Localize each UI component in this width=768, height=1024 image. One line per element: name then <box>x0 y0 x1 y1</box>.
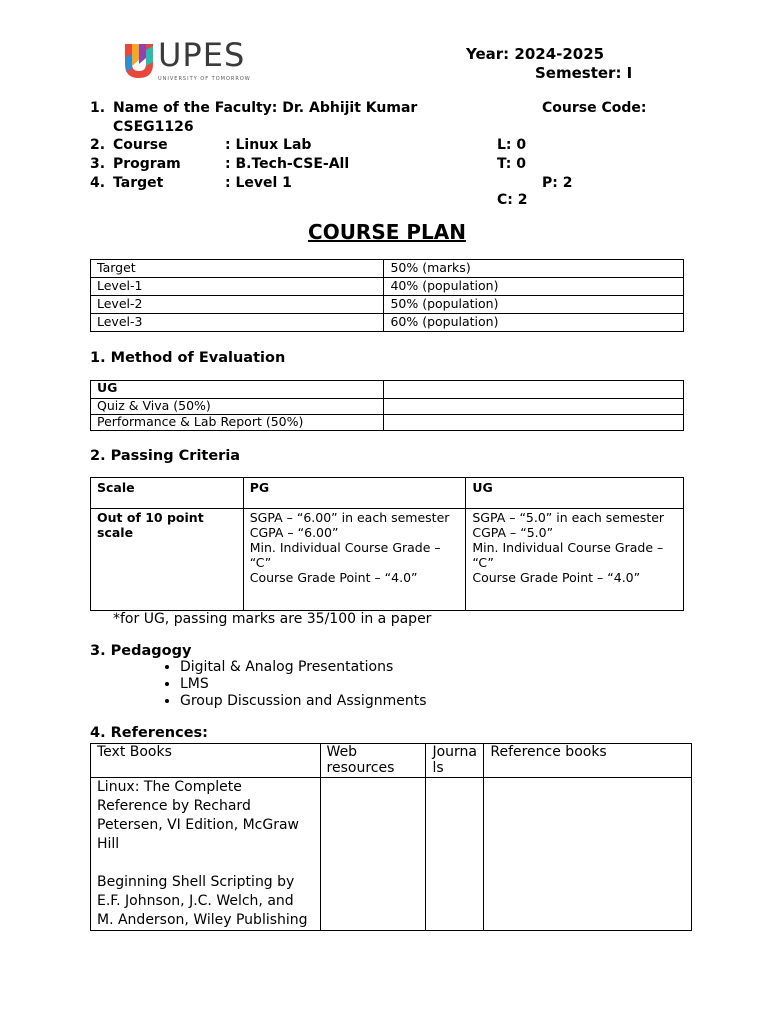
table-cell: UG <box>91 381 384 399</box>
table-cell <box>383 415 683 431</box>
table-cell <box>383 399 683 415</box>
course-value: : Linux Lab <box>225 137 312 153</box>
passing-heading: 2. Passing Criteria <box>90 448 241 464</box>
table-cell: Scale <box>91 478 244 509</box>
table-row <box>91 399 684 415</box>
table-row <box>91 415 684 431</box>
table-cell: 60% (population) <box>384 314 684 332</box>
pedagogy-list <box>154 659 426 710</box>
ug-line: Course Grade Point – “4.0” <box>472 570 641 585</box>
passing-note: *for UG, passing marks are 35/100 in a paper <box>113 611 432 627</box>
page-title: COURSE PLAN <box>308 220 466 244</box>
table-cell: Journals <box>426 744 484 778</box>
table-cell: Quiz & Viva (50%) <box>91 399 384 415</box>
info-number-3: 3. <box>90 156 106 172</box>
course-code: CSEG1126 <box>113 119 194 135</box>
text-book: Beginning Shell Scripting by E.F. Johnson, J.C. Welch, and M. Anderson, Wiley Publishing <box>97 874 308 928</box>
table-row <box>91 478 684 509</box>
table-cell: Web resources <box>320 744 426 778</box>
table-cell: Text Books <box>91 744 321 778</box>
year-label: Year: 2024-2025 <box>466 45 605 63</box>
program-value: : B.Tech-CSE-All <box>225 156 350 172</box>
list-item: • Digital & Analog Presentations <box>180 659 426 676</box>
table-cell: 50% (population) <box>384 296 684 314</box>
pg-line: CGPA – “6.00” <box>249 525 339 540</box>
credits: C: 2 <box>497 192 528 208</box>
course-label: Course <box>113 137 168 153</box>
ug-line: SGPA – “5.0” in each semester <box>472 510 665 525</box>
practical-hours: P: 2 <box>542 175 573 191</box>
logo-text: UPES <box>158 36 246 74</box>
table-cell: 50% (marks) <box>384 260 684 278</box>
table-cell <box>243 509 466 611</box>
table-row <box>91 296 684 314</box>
ug-line: CGPA – “5.0” <box>472 525 554 540</box>
info-number-1: 1. <box>90 100 106 116</box>
table-row <box>91 314 684 332</box>
table-cell <box>426 778 484 931</box>
table-row <box>91 381 684 399</box>
table-cell <box>383 381 683 399</box>
upes-logo-icon <box>122 40 156 82</box>
table-row <box>91 744 692 778</box>
table-cell <box>484 778 692 931</box>
table-row <box>91 260 684 278</box>
semester-label: Semester: I <box>535 64 633 82</box>
target-table <box>90 259 684 332</box>
program-label: Program <box>113 156 181 172</box>
list-item: • LMS <box>180 676 426 693</box>
references-heading: 4. References: <box>90 725 208 741</box>
table-cell: Target <box>91 260 384 278</box>
evaluation-heading: 1. Method of Evaluation <box>90 350 286 366</box>
table-cell: 40% (population) <box>384 278 684 296</box>
table-cell <box>91 778 321 931</box>
list-item: • Group Discussion and Assignments <box>180 693 426 710</box>
references-table <box>90 743 692 931</box>
table-cell: Level-2 <box>91 296 384 314</box>
upes-logo <box>122 36 252 86</box>
passing-table <box>90 477 684 611</box>
ug-line: Min. Individual Course Grade – “C” <box>472 540 664 570</box>
tutorial-hours: T: 0 <box>497 156 526 172</box>
lecture-hours: L: 0 <box>497 137 527 153</box>
table-cell: UG <box>466 478 684 509</box>
info-number-4: 4. <box>90 175 106 191</box>
course-code-label: Course Code: <box>542 100 647 116</box>
table-row <box>91 278 684 296</box>
faculty-name: Name of the Faculty: Dr. Abhijit Kumar <box>113 100 418 116</box>
table-cell <box>466 509 684 611</box>
table-cell: Level-1 <box>91 278 384 296</box>
pg-line: Min. Individual Course Grade – “C” <box>249 540 441 570</box>
pg-line: SGPA – “6.00” in each semester <box>249 510 450 525</box>
table-cell: Reference books <box>484 744 692 778</box>
logo-tagline: UNIVERSITY OF TOMORROW <box>158 76 251 82</box>
pg-line: Course Grade Point – “4.0” <box>249 570 418 585</box>
table-row <box>91 509 684 611</box>
text-book: Linux: The Complete Reference by Rechard Petersen, VI Edition, McGraw Hill <box>97 779 300 852</box>
table-cell: Level-3 <box>91 314 384 332</box>
table-cell: PG <box>243 478 466 509</box>
evaluation-table <box>90 380 684 431</box>
table-cell <box>320 778 426 931</box>
pedagogy-heading: 3. Pedagogy <box>90 643 192 659</box>
table-cell: Out of 10 point scale <box>91 509 244 611</box>
table-row <box>91 778 692 931</box>
info-number-2: 2. <box>90 137 106 153</box>
target-label: Target <box>113 175 164 191</box>
table-cell: Performance & Lab Report (50%) <box>91 415 384 431</box>
target-value: : Level 1 <box>225 175 292 191</box>
